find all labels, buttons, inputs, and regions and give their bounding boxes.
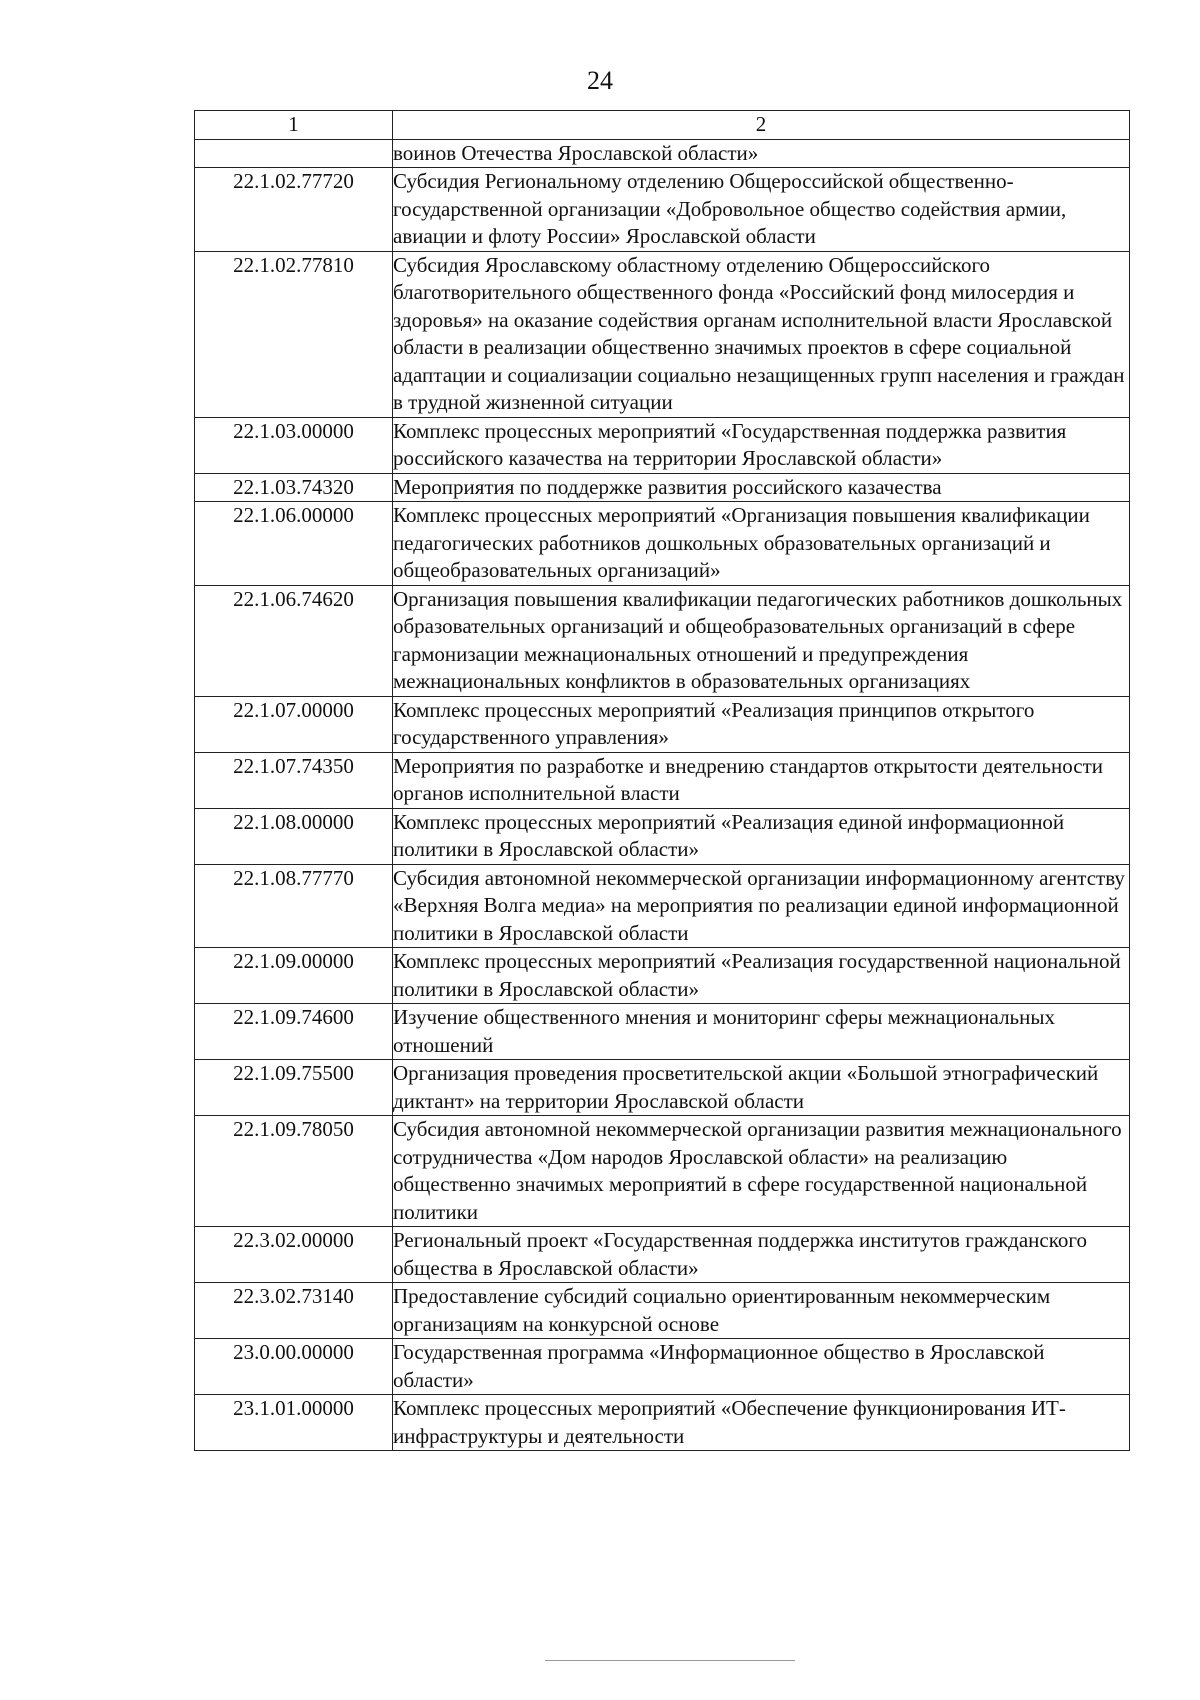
row-description: Субсидия Ярославскому областному отделению Общероссийского благотворительного общественного фонда «Российский фонд милосердия и здоровья» на оказание содействия органам исполнительной власти Ярославской области в реализации общественно значимых проектов в сфере социальной адаптации и социализации социально незащищенных групп населения и граждан в трудной жизненной ситуации xyxy=(393,251,1130,417)
table-row xyxy=(195,1227,1130,1283)
table-row xyxy=(195,1116,1130,1227)
row-description: Комплекс процессных мероприятий «Обеспечение функционирования ИТ-инфраструктуры и деятельности xyxy=(393,1395,1130,1451)
row-code: 22.1.08.77770 xyxy=(195,864,393,948)
row-code: 23.0.00.00000 xyxy=(195,1339,393,1395)
row-description: Организация проведения просветительской акции «Большой этнографический диктант» на территории Ярославской области xyxy=(393,1060,1130,1116)
table-row xyxy=(195,1060,1130,1116)
row-description: Государственная программа «Информационное общество в Ярославской области» xyxy=(393,1339,1130,1395)
row-code: 22.1.03.74320 xyxy=(195,473,393,502)
table-row xyxy=(195,139,1130,168)
table-row xyxy=(195,864,1130,948)
page-number: 24 xyxy=(587,66,613,95)
row-code: 22.1.02.77810 xyxy=(195,251,393,417)
row-code xyxy=(195,139,393,168)
row-description: Комплекс процессных мероприятий «Реализация принципов открытого государственного управления» xyxy=(393,696,1130,752)
table-row xyxy=(195,502,1130,586)
table-row xyxy=(195,585,1130,696)
row-code: 22.1.07.74350 xyxy=(195,752,393,808)
table-row xyxy=(195,417,1130,473)
column-header-1: 1 xyxy=(195,111,393,140)
row-description: Субсидия Региональному отделению Общероссийской общественно-государственной организации «Добровольное общество содействия армии, авиации и флоту России» Ярославской области xyxy=(393,168,1130,252)
footer-divider xyxy=(545,1660,795,1661)
row-description: Субсидия автономной некоммерческой организации развития межнационального сотрудничества «Дом народов Ярославской области» на реализацию общественно значимых мероприятий в сфере государственной национальной политики xyxy=(393,1116,1130,1227)
table-header-row xyxy=(195,111,1130,140)
row-description: Комплекс процессных мероприятий «Реализация государственной национальной политики в Ярославской области» xyxy=(393,948,1130,1004)
column-header-2: 2 xyxy=(393,111,1130,140)
row-code: 22.1.02.77720 xyxy=(195,168,393,252)
table-row xyxy=(195,251,1130,417)
row-description: Региональный проект «Государственная поддержка институтов гражданского общества в Ярославской области» xyxy=(393,1227,1130,1283)
row-code: 22.1.09.00000 xyxy=(195,948,393,1004)
row-description: Комплекс процессных мероприятий «Организация повышения квалификации педагогических работников дошкольных образовательных организаций и общеобразовательных организаций» xyxy=(393,502,1130,586)
row-description: Организация повышения квалификации педагогических работников дошкольных образовательных организаций и общеобразовательных организаций в сфере гармонизации межнациональных отношений и предупреждения межнациональных конфликтов в образовательных организациях xyxy=(393,585,1130,696)
row-description: Мероприятия по поддержке развития российского казачества xyxy=(393,473,1130,502)
row-code: 22.3.02.73140 xyxy=(195,1283,393,1339)
row-description: Комплекс процессных мероприятий «Реализация единой информационной политики в Ярославской области» xyxy=(393,808,1130,864)
table-row xyxy=(195,1004,1130,1060)
row-description: Комплекс процессных мероприятий «Государственная поддержка развития российского казачества на территории Ярославской области» xyxy=(393,417,1130,473)
row-code: 22.1.09.78050 xyxy=(195,1116,393,1227)
table-row xyxy=(195,473,1130,502)
row-code: 22.1.07.00000 xyxy=(195,696,393,752)
table-body xyxy=(195,139,1130,1451)
table-row xyxy=(195,948,1130,1004)
row-code: 23.1.01.00000 xyxy=(195,1395,393,1451)
row-code: 22.1.08.00000 xyxy=(195,808,393,864)
row-code: 22.1.09.74600 xyxy=(195,1004,393,1060)
row-code: 22.3.02.00000 xyxy=(195,1227,393,1283)
row-description: Мероприятия по разработке и внедрению стандартов открытости деятельности органов исполнительной власти xyxy=(393,752,1130,808)
row-description: воинов Отечества Ярославской области» xyxy=(393,139,1130,168)
row-code: 22.1.03.00000 xyxy=(195,417,393,473)
table-row xyxy=(195,808,1130,864)
table-row xyxy=(195,752,1130,808)
table-row xyxy=(195,696,1130,752)
row-code: 22.1.06.74620 xyxy=(195,585,393,696)
row-description: Изучение общественного мнения и мониторинг сферы межнациональных отношений xyxy=(393,1004,1130,1060)
table-row xyxy=(195,1283,1130,1339)
row-description: Предоставление субсидий социально ориентированным некоммерческим организациям на конкурсной основе xyxy=(393,1283,1130,1339)
row-code: 22.1.06.00000 xyxy=(195,502,393,586)
row-code: 22.1.09.75500 xyxy=(195,1060,393,1116)
table-row xyxy=(195,1395,1130,1451)
row-description: Субсидия автономной некоммерческой организации информационному агентству «Верхняя Волга медиа» на мероприятия по реализации единой информационной политики в Ярославской области xyxy=(393,864,1130,948)
table-row xyxy=(195,1339,1130,1395)
table-row xyxy=(195,168,1130,252)
budget-classification-table xyxy=(194,110,1130,1451)
